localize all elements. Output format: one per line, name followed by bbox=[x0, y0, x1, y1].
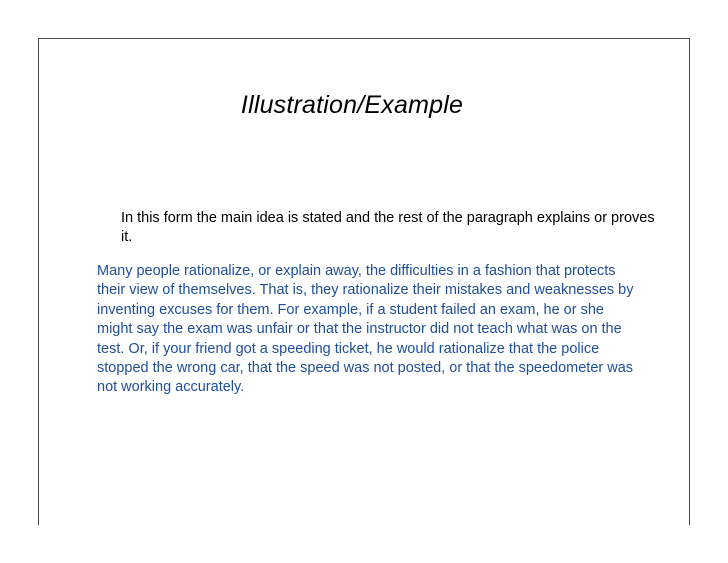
slide-title: Illustration/Example bbox=[240, 91, 464, 119]
main-idea-text: In this form the main idea is stated and the rest of the paragraph explains or proves it. bbox=[121, 210, 655, 245]
example-paragraph: Many people rationalize, or explain away, the difficulties in a fashion that protects their view of themselves. That is, they rationalize their mistakes and weaknesses by inventing excuses for them. For example, if a student failed an exam, he or she might say the exam was unfair or that the instructor did not teach what was on the test. Or, if your friend got a speeding ticket, he would rationalize that the police stopped the wrong car, that the speed was not posted, or that the speedometer was not working accurately. bbox=[97, 263, 634, 396]
